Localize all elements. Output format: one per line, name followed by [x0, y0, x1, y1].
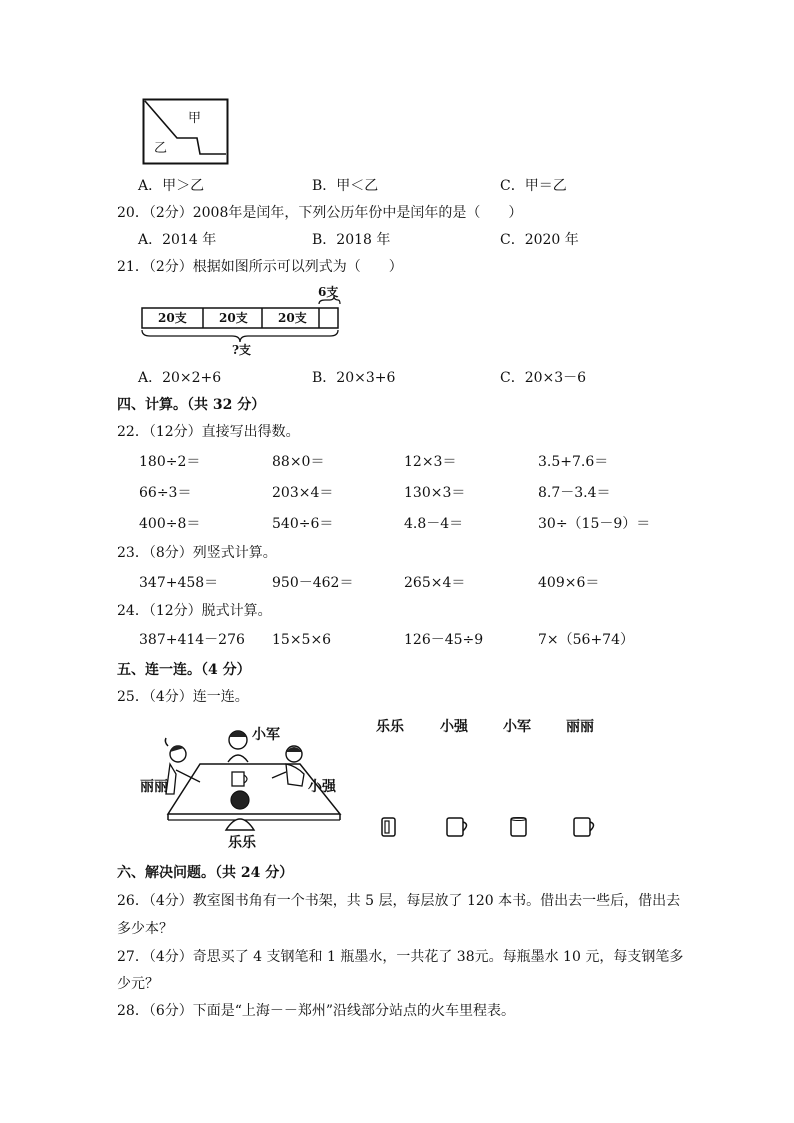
- q20-stem: 20．（2分）2008年是闰年，下列公历年份中是闰年的是（ ）: [117, 205, 523, 221]
- q22-item: 203×4＝: [272, 485, 334, 501]
- q25-scene-label-lili: 丽丽: [140, 779, 168, 795]
- q23-item: 265×4＝: [404, 575, 466, 591]
- q23-item: 950－462＝: [272, 575, 354, 591]
- q21-stem: 21．（2分）根据如图所示可以列式为（ ）: [117, 259, 403, 275]
- q19-label-jia: 甲: [188, 111, 202, 126]
- q21-segment-2: 20支: [219, 311, 248, 325]
- q19-option-c[interactable]: C．甲＝乙: [500, 178, 567, 194]
- q22-item: 8.7－3.4＝: [538, 485, 611, 501]
- q22-item: 4.8－4＝: [404, 516, 464, 532]
- q25-name-lele[interactable]: 乐乐: [376, 719, 404, 735]
- section-4-title: 四、计算。（共 32 分）: [117, 397, 266, 413]
- q24-stem: 24．（12分）脱式计算。: [117, 603, 272, 619]
- q27-line-1: 27．（4分）奇思买了 4 支钢笔和 1 瓶墨水，一共花了 38元。每瓶墨水 10 元，每支钢笔多: [117, 949, 684, 965]
- q25-name-xiaojun[interactable]: 小军: [503, 719, 531, 735]
- q25-name-lili[interactable]: 丽丽: [566, 719, 594, 735]
- q21-bar-diagram: [140, 286, 350, 360]
- q25-stem: 25．（4分）连一连。: [117, 689, 249, 705]
- q25-scene-label-lele: 乐乐: [228, 835, 256, 851]
- q22-stem: 22．（12分）直接写出得数。: [117, 424, 300, 440]
- q28-line-1: 28．（6分）下面是“上海－－郑州”沿线部分站点的火车里程表。: [117, 1003, 516, 1019]
- q22-item: 540÷6＝: [272, 516, 334, 532]
- q21-option-b[interactable]: B．20×3+6: [312, 370, 396, 386]
- q25-scene-label-xiaoqiang: 小强: [308, 779, 336, 795]
- q19-option-b[interactable]: B．甲＜乙: [312, 178, 379, 194]
- q21-segment-3: 20支: [278, 311, 307, 325]
- q19-figure: [142, 98, 230, 166]
- q25-name-xiaoqiang[interactable]: 小强: [440, 719, 468, 735]
- q26-line-2: 多少本？: [117, 921, 173, 937]
- q22-item: 88×0＝: [272, 454, 325, 470]
- section-6-title: 六、解决问题。（共 24 分）: [117, 865, 294, 881]
- q22-item: 12×3＝: [404, 454, 457, 470]
- q25-scene: [140, 722, 350, 854]
- q26-line-1: 26．（4分）教室图书角有一个书架，共 5 层，每层放了 120 本书。借出去一些后，借出去: [117, 893, 681, 909]
- q20-option-c[interactable]: C．2020 年: [500, 232, 579, 248]
- q20-option-a[interactable]: A．2014 年: [138, 232, 217, 248]
- q23-stem: 23．（8分）列竖式计算。: [117, 545, 277, 561]
- q25-cup-view-4[interactable]: [570, 815, 600, 844]
- q25-cup-view-3[interactable]: [507, 815, 531, 844]
- q21-option-a[interactable]: A．20×2+6: [138, 370, 222, 386]
- q20-option-b[interactable]: B．2018 年: [312, 232, 391, 248]
- q21-total-label: ?支: [232, 343, 252, 357]
- q22-item: 400÷8＝: [139, 516, 201, 532]
- section-5-title: 五、连一连。（4 分）: [117, 662, 251, 678]
- q21-segment-1: 20支: [158, 311, 187, 325]
- q23-item: 409×6＝: [538, 575, 600, 591]
- q22-item: 130×3＝: [404, 485, 466, 501]
- q22-item: 180÷2＝: [139, 454, 201, 470]
- q19-label-yi: 乙: [154, 141, 168, 156]
- q25-cup-view-1[interactable]: [378, 815, 402, 844]
- q22-item: 66÷3＝: [139, 485, 192, 501]
- q25-scene-label-xiaojun: 小军: [252, 727, 280, 743]
- q22-item: 30÷（15－9）＝: [538, 516, 651, 532]
- q21-option-c[interactable]: C．20×3－6: [500, 370, 587, 386]
- q27-line-2: 少元？: [117, 976, 159, 992]
- q24-item: 15×5×6: [272, 632, 332, 648]
- q24-item: 387+414－276: [139, 632, 245, 648]
- q21-extra-label: 6支: [318, 285, 339, 299]
- q19-option-a[interactable]: A．甲＞乙: [138, 178, 205, 194]
- q23-item: 347+458＝: [139, 575, 219, 591]
- q25-cup-view-2[interactable]: [443, 815, 473, 844]
- q24-item: 7×（56+74）: [538, 632, 634, 648]
- q24-item: 126－45÷9: [404, 632, 484, 648]
- q22-item: 3.5+7.6＝: [538, 454, 609, 470]
